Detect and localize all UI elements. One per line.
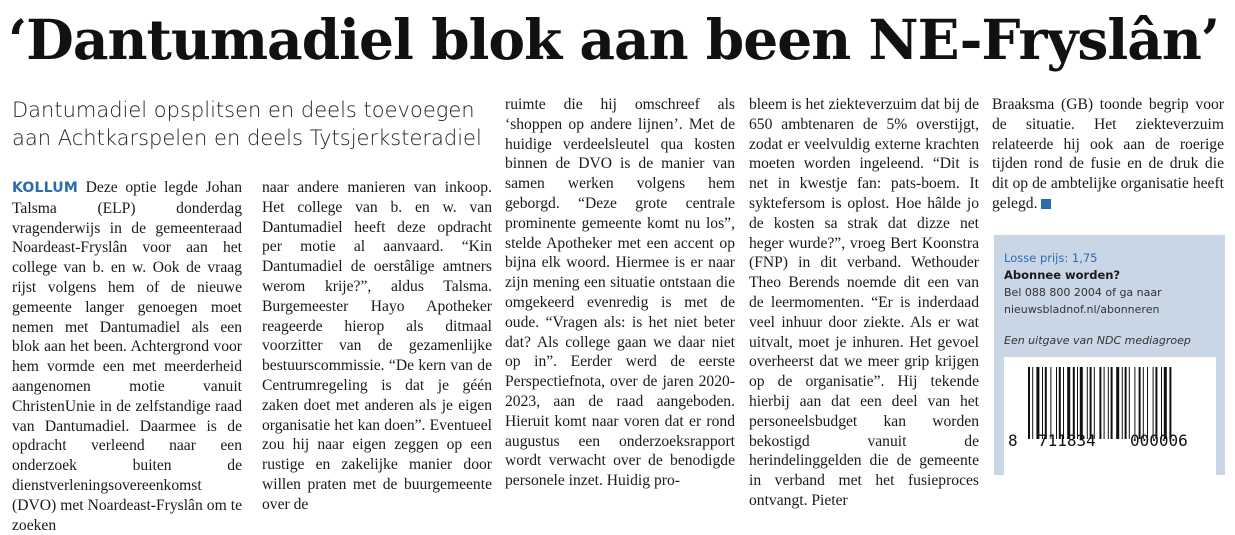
barcode-bar: [1129, 367, 1130, 439]
dateline: KOLLUM: [12, 180, 78, 196]
barcode-bar: [1080, 367, 1083, 439]
barcode-bar: [1099, 367, 1101, 439]
barcode-bar: [1155, 367, 1157, 439]
barcode-bar: [1032, 367, 1033, 439]
subscribe-heading: Abonnee worden?: [1004, 268, 1121, 282]
subscription-infobox: [994, 235, 1225, 475]
barcode-bar: [1169, 367, 1171, 439]
article-column-4: [749, 95, 979, 509]
article-column-5: [992, 95, 1224, 225]
subscribe-url[interactable]: nieuwsbladnof.nl/abonneren: [1004, 303, 1160, 316]
barcode-bar: [1125, 367, 1127, 439]
article-column-2: [262, 178, 492, 513]
barcode-bar: [1028, 367, 1030, 439]
barcode-bar: [1108, 367, 1109, 439]
barcode-bar: [1134, 367, 1135, 439]
barcode-bar: [1147, 367, 1148, 439]
barcode-bar: [1036, 367, 1039, 439]
barcode-bar: [1042, 367, 1043, 439]
publisher-line: Een uitgave van NDC mediagroep: [1004, 334, 1191, 347]
phone-line: Bel 088 800 2004 of ga naar: [1004, 286, 1162, 299]
barcode-digits-right: 000006: [1130, 431, 1188, 450]
column-5-text: Braaksma (GB) toonde begrip voor de situatie. Het ziekteverzuim relateerde hij ook aan de roerige tijden rond de fusie en de druk die dit op de ambtelijke organisatie heeft gelegd.: [992, 96, 1224, 212]
barcode-bar: [1087, 367, 1088, 439]
barcode-bar: [1056, 367, 1057, 439]
barcode-bar: [1116, 367, 1119, 439]
column-1-text: Deze optie legde Johan Talsma (ELP) donderdag vragenderwijs in de gemeenteraad Noardeast-Fryslân voor aan het college van b. en w. Ook de vraag rijst volgens hem of de nieuwe gemeente langer genoegen moet nemen met Dantumadiel als een blok aan het been. Achtergrond voor hem vormde een met meerderheid aangenomen motie vanuit ChristenUnie in de zelfstandige raad van Dantumadiel. Daarmee is de opdracht verleend naar een onderzoek buiten de dienstverleningsovereenkomst (DVO) met Noardeast-Fryslân om te zoeken: [12, 179, 242, 534]
barcode-bar: [1063, 367, 1064, 439]
barcode-bar: [1059, 367, 1061, 439]
barcode-digits-left: 711834: [1038, 431, 1096, 450]
barcode-bar: [1104, 367, 1105, 439]
barcode-bar: [1067, 367, 1070, 439]
barcode-bar: [1153, 367, 1154, 439]
headline: ‘Dantumadiel blok aan been NE-Fryslân’: [8, 7, 1220, 72]
barcode-bar: [1094, 367, 1095, 439]
barcode-bar: [1077, 367, 1078, 439]
end-mark-icon: [1041, 199, 1051, 209]
barcode: [1004, 357, 1216, 475]
barcode-digit-prefix: 8: [1008, 431, 1018, 450]
subheadline: Dantumadiel opsplitsen en deels toevoegen aan Achtkarspelen en deels Tytsjerksteradiel: [12, 98, 482, 150]
barcode-bar: [1111, 367, 1113, 439]
column-3-text: ruimte die hij omschreef als ‘shoppen op andere lijnen’. Met de huidige verdeelsleutel qua kosten binnen de DVO is de manier van samen werken volgens hem geborgd. “Deze grote centrale prominente gemeente komt nu los”, stelde Apotheker met een accent op bijna elk woord. Hiermee is er naar zijn mening een situatie ontstaan die omgekeerd evenredig is met de oude. “Vragen als: is het niet beter dat? Als college gaan we daar niet op in”. Eerder werd de eerste Perspectiefnota, over de jaren 2020-2023, aan de raad aangeboden. Hieruit komt naar voren dat er rond augustus een onderzoeksrapport wordt verwacht over de benodigde personele inzet. Huidig pro-: [505, 96, 735, 490]
article-column-3: [505, 95, 735, 490]
column-2-text: naar andere manieren van inkoop. Het college van b. en w. van Dantumadiel heeft deze opdracht per motie al aanvaard. “Kin Dantumadiel de oerstâlige amtners werom krije?”, aldus Talsma. Burgemeester Hayo Apotheker reageerde hierop als ditmaal voorzitter van de gezamenlijke bestuurscommissie. “De kern van de Centrumregeling is dat je géén zaken doet met anderen als je eigen organisatie het kan doen”. Eventueel zou hij naar eigen zeggen op een rustige en zakelijke manier door willen praten met de buurgemeente over de: [262, 179, 492, 513]
barcode-bar: [1045, 367, 1047, 439]
barcode-bars-icon: [1028, 367, 1212, 439]
barcode-bar: [1050, 367, 1051, 439]
barcode-bar: [1090, 367, 1092, 439]
article-column-1: [12, 178, 242, 534]
barcode-bar: [1161, 367, 1162, 439]
barcode-bar: [1122, 367, 1123, 439]
barcode-bar: [1073, 367, 1075, 439]
price-label: Losse prijs: 1,75: [1004, 251, 1098, 265]
barcode-bar: [1164, 367, 1167, 439]
column-4-text: bleem is het ziekteverzuim dat bij de 650 ambtenaren de 5% overstijgt, zodat er veelvuldig externe krachten moeten worden ingeleend. “Dit is net in kwestje fan: pats-boem. It syktefersom is oplost. Hoe hâlde jo de kosten sa strak dat dizze net heger wurde?”, vroeg Bert Koonstra (FNP) in dit verband. Wethouder Theo Berends noemde dit een van de leermomenten. “Er is inderdaad veel inhuur door ziekte. Als er wat uitvalt, moet je inhuren. Het gevoel overheerst dat we meer grip krijgen op de organisatie”. Hij tekende hierbij aan dat een deel van het personeelsbudget kan worden bekostigd vanuit de herindelinggelden die de gemeente in verband met het fusieproces ontvangt. Pieter: [749, 96, 979, 509]
barcode-bar: [1139, 367, 1141, 439]
barcode-bar: [1143, 367, 1144, 439]
